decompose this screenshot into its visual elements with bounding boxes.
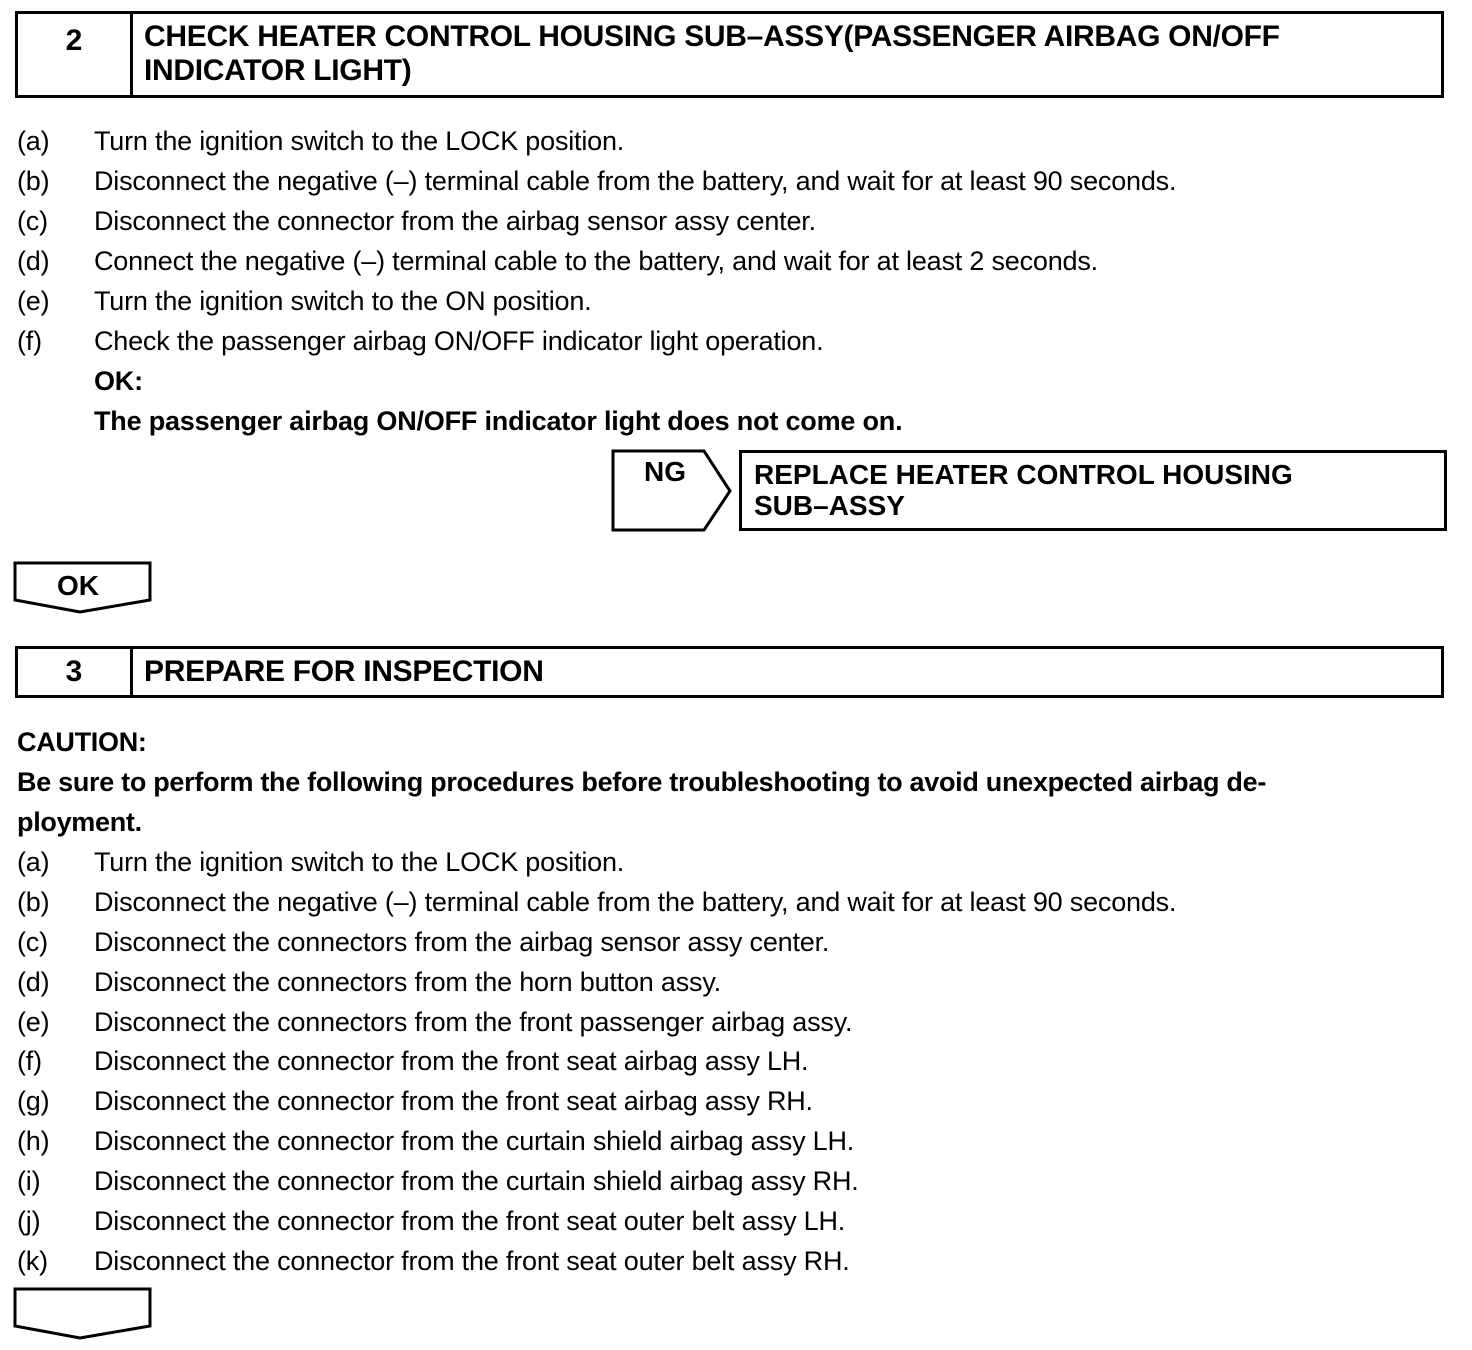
step-3-number: 3 bbox=[18, 649, 133, 695]
item-text: Disconnect the negative (–) terminal cable from the battery, and wait for at least 90 seconds. bbox=[94, 166, 1177, 196]
step-2-number: 2 bbox=[18, 14, 133, 95]
item-text: Disconnect the connector from the curtain shield airbag assy RH. bbox=[94, 1166, 859, 1196]
item-label: (c) bbox=[17, 927, 48, 957]
step-3-header bbox=[15, 646, 1444, 698]
ng-label: NG bbox=[644, 456, 686, 487]
step-2-title-line-2: INDICATOR LIGHT) bbox=[144, 54, 412, 87]
item-label: (a) bbox=[17, 847, 50, 877]
caution-label: CAUTION: bbox=[17, 727, 147, 757]
item-label: (k) bbox=[17, 1246, 48, 1276]
item-label: (e) bbox=[17, 286, 50, 316]
item-text: Turn the ignition switch to the LOCK position. bbox=[94, 847, 625, 877]
item-label: (f) bbox=[17, 1046, 42, 1076]
item-text: Check the passenger airbag ON/OFF indicator light operation. bbox=[94, 326, 824, 356]
caution-text-line-2: ployment. bbox=[17, 807, 142, 837]
item-label: (b) bbox=[17, 166, 50, 196]
item-label: (d) bbox=[17, 967, 50, 997]
step-3-title: PREPARE FOR INSPECTION bbox=[144, 655, 544, 688]
next-flow-arrow-shape bbox=[12, 1286, 154, 1342]
item-label: (g) bbox=[17, 1086, 50, 1116]
item-text: Turn the ignition switch to the LOCK position. bbox=[94, 126, 625, 156]
item-label: (d) bbox=[17, 246, 50, 276]
item-text: Turn the ignition switch to the ON position. bbox=[94, 286, 592, 316]
item-label: (b) bbox=[17, 887, 50, 917]
item-label: (i) bbox=[17, 1166, 41, 1196]
ng-action-box bbox=[739, 450, 1447, 531]
item-text: Disconnect the connector from the front seat airbag assy RH. bbox=[94, 1086, 813, 1116]
item-text: Disconnect the connector from the front seat airbag assy LH. bbox=[94, 1046, 809, 1076]
step-2-title-line-1: CHECK HEATER CONTROL HOUSING SUB–ASSY(PASSENGER AIRBAG ON/OFF bbox=[144, 20, 1280, 53]
item-text: Disconnect the connector from the curtain shield airbag assy LH. bbox=[94, 1126, 855, 1156]
item-text: Disconnect the connector from the airbag sensor assy center. bbox=[94, 206, 816, 236]
item-label: (h) bbox=[17, 1126, 50, 1156]
step-2-header bbox=[15, 11, 1444, 98]
item-label: (f) bbox=[17, 326, 42, 356]
item-text: Disconnect the connectors from the front passenger airbag assy. bbox=[94, 1007, 853, 1037]
item-text: Disconnect the connectors from the airbag sensor assy center. bbox=[94, 927, 830, 957]
item-label: (c) bbox=[17, 206, 48, 236]
item-label: (e) bbox=[17, 1007, 50, 1037]
item-text: Connect the negative (–) terminal cable to the battery, and wait for at least 2 seconds. bbox=[94, 246, 1098, 276]
item-label: (a) bbox=[17, 126, 50, 156]
item-text: Disconnect the connector from the front seat outer belt assy LH. bbox=[94, 1206, 846, 1236]
ok-flow-label: OK bbox=[57, 570, 99, 601]
item-text: Disconnect the connectors from the horn button assy. bbox=[94, 967, 721, 997]
item-label: (j) bbox=[17, 1206, 41, 1236]
caution-text-line-1: Be sure to perform the following procedures before troubleshooting to avoid unexpected airbag de- bbox=[17, 767, 1267, 797]
ng-action-line-1: REPLACE HEATER CONTROL HOUSING bbox=[754, 459, 1293, 490]
item-text: Disconnect the connector from the front seat outer belt assy RH. bbox=[94, 1246, 850, 1276]
item-text: Disconnect the negative (–) terminal cable from the battery, and wait for at least 90 seconds. bbox=[94, 887, 1177, 917]
ng-action-line-2: SUB–ASSY bbox=[754, 490, 905, 521]
